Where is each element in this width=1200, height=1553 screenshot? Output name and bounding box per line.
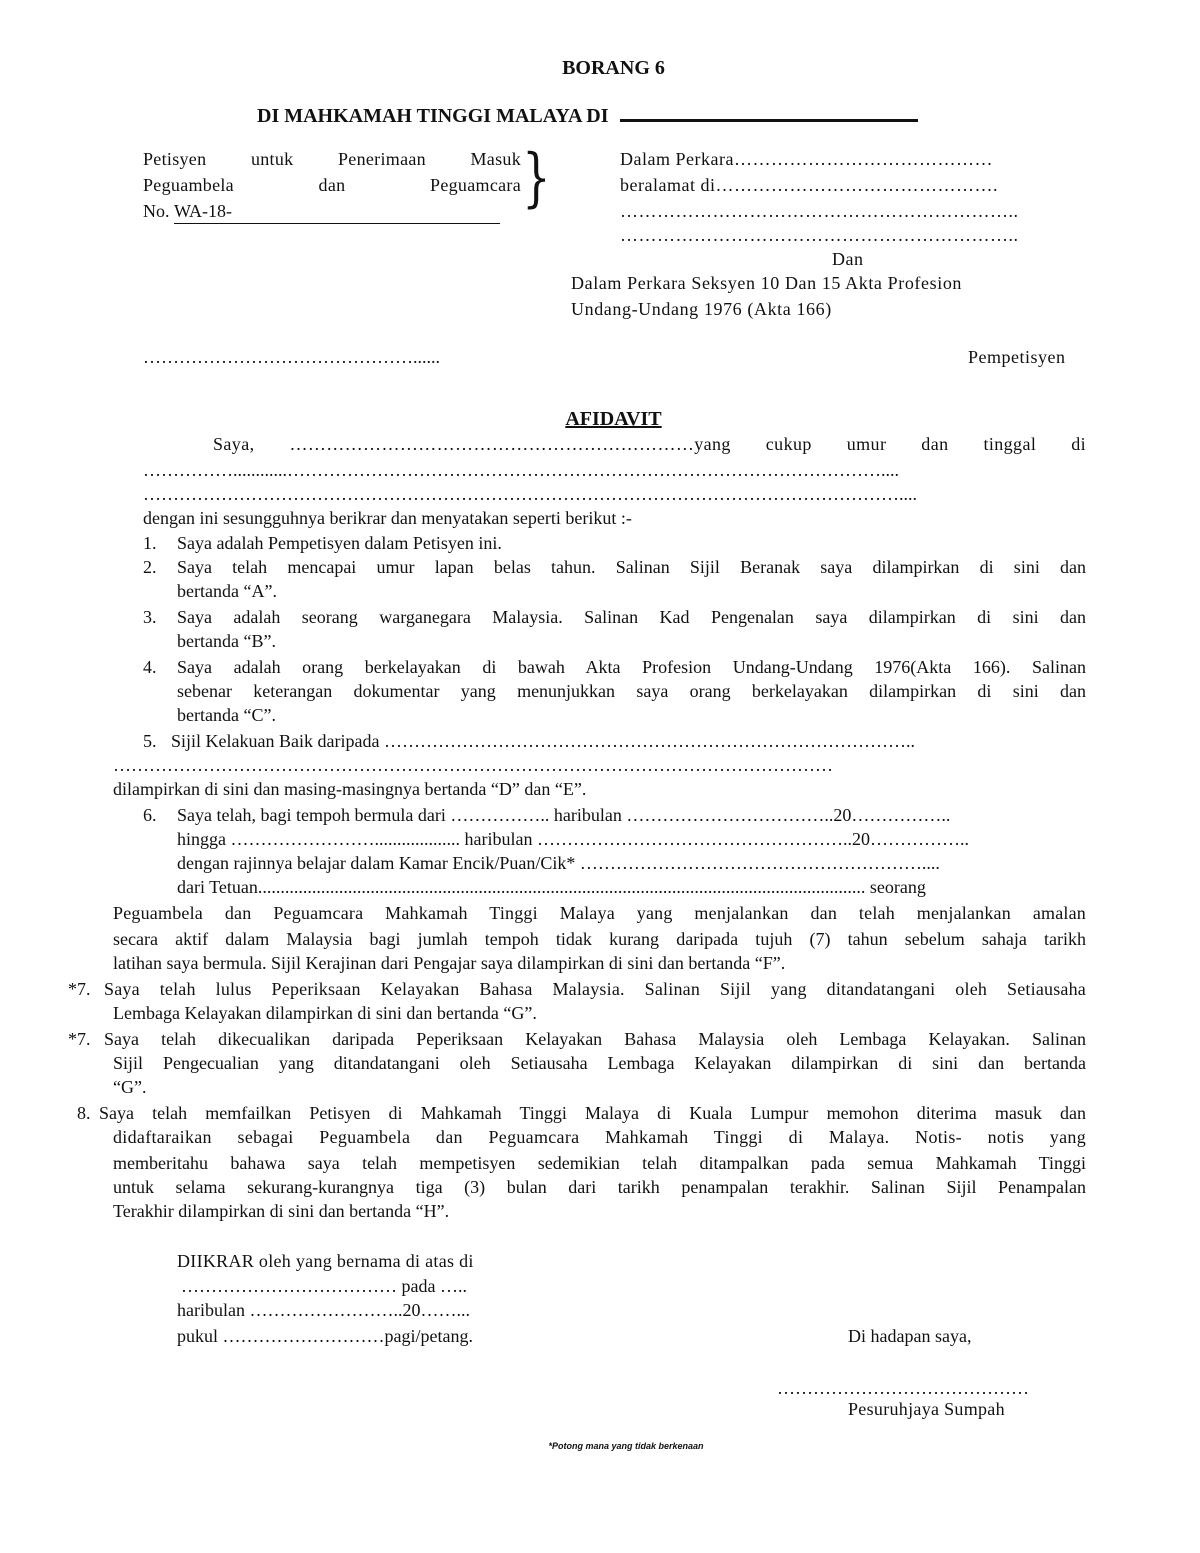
item-6-text-b: hingga ……………………................... haribulan ……………………………………………..20…………….. bbox=[177, 829, 969, 849]
item-4-number: 4. bbox=[143, 657, 157, 677]
item-7b-text-2: Sijil Pengecualian yang ditandatangani oleh Setiausaha Lembaga Kelayakan dilampirkan di sini dan bertanda bbox=[113, 1053, 1086, 1073]
item-4-text-b: sebenar keterangan dokumentar yang menunjukkan saya orang berkelayakan dilampirkan di sini dan bbox=[177, 681, 1086, 701]
item-6-text-g: latihan saya bermula. Sijil Kerajinan dari Pengajar saya dilampirkan di sini dan bertanda “F”. bbox=[113, 953, 786, 973]
petition-number bbox=[143, 199, 500, 224]
petition-number-label: No. bbox=[143, 201, 170, 221]
item-7a-text-2: Lembaga Kelayakan dilampirkan di sini dan bertanda “G”. bbox=[113, 1003, 537, 1023]
item-7b-text-1: Saya telah dikecualikan daripada Peperiksaan Kelayakan Bahasa Malaysia oleh Lembaga Kelayakan. Salinan bbox=[104, 1029, 1086, 1049]
item-7b-text-3: “G”. bbox=[113, 1077, 147, 1097]
item-6-text-d: dari Tetuan....................................................................................................................................... seorang bbox=[177, 877, 926, 897]
commissioner-label: Pesuruhjaya Sumpah bbox=[848, 1399, 1005, 1419]
court-heading bbox=[257, 104, 918, 128]
item-2-text-b: bertanda “A”. bbox=[177, 581, 277, 601]
item-7a-number: *7. bbox=[68, 979, 91, 999]
petitioner-dots: ………………………………………...... bbox=[143, 347, 440, 367]
item-1-text: Saya adalah Pempetisyen dalam Petisyen ini. bbox=[177, 533, 502, 553]
form-number: BORANG 6 bbox=[562, 57, 665, 79]
item-7b-number: *7. bbox=[68, 1029, 91, 1049]
attestation-line-4: pukul ………………………pagi/petang. bbox=[177, 1326, 473, 1346]
item-6-text-c: dengan rajinnya belajar dalam Kamar Encik/Puan/Cik* ………………………………………………….... bbox=[177, 853, 940, 873]
commissioner-signature-dots: …………………………………… bbox=[777, 1378, 1029, 1398]
item-5-number: 5. bbox=[143, 731, 157, 751]
affidavit-declaration: dengan ini sesungguhnya berikrar dan menyatakan seperti berikut :- bbox=[143, 508, 632, 528]
affidavit-address-dots-2: ……………………………………………………………………………………………………………….... bbox=[143, 484, 917, 504]
item-3-number: 3. bbox=[143, 607, 157, 627]
curly-brace-icon: } bbox=[522, 141, 551, 215]
court-location-blank bbox=[620, 105, 918, 122]
matter-line-5: Dalam Perkara Seksyen 10 Dan 15 Akta Profesion bbox=[571, 273, 963, 293]
affidavit-saya-line: Saya, …………………………………………………………yang cukup umur dan tinggal di bbox=[213, 434, 1086, 454]
petition-number-value: WA-18- bbox=[174, 201, 232, 221]
item-5-text-b: ………………………………………………………………………………………………………… bbox=[113, 755, 833, 775]
item-5-text-c: dilampirkan di sini dan masing-masingnya bertanda “D” dan “E”. bbox=[113, 779, 587, 799]
matter-line-1: Dalam Perkara…………………………………… bbox=[620, 149, 993, 169]
petition-line-1: Petisyen untuk Penerimaan Masuk bbox=[143, 149, 521, 169]
item-6-text-f: secara aktif dalam Malaysia bagi jumlah tempoh tidak kurang daripada tujuh (7) tahun sebelum sahaja tarikh bbox=[113, 929, 1086, 949]
item-4-text-a: Saya adalah orang berkelayakan di bawah Akta Profesion Undang-Undang 1976(Akta 166). Salinan bbox=[177, 657, 1086, 677]
item-8-text-b: didaftaraikan sebagai Peguambela dan Peguamcara Mahkamah Tinggi di Malaya. Notis- notis yang bbox=[113, 1127, 1086, 1147]
item-8-text-e: Terakhir dilampirkan di sini dan bertanda “H”. bbox=[113, 1201, 450, 1221]
matter-line-4: ……………………………………………………….. bbox=[620, 225, 1019, 245]
item-8-text-d: untuk selama sekurang-kurangnya tiga (3) bulan dari tarikh penampalan terakhir. Salinan Sijil Penampalan bbox=[113, 1177, 1086, 1197]
item-3-text-b: bertanda “B”. bbox=[177, 631, 276, 651]
item-8-number: 8. bbox=[77, 1103, 91, 1123]
item-2-text-a: Saya telah mencapai umur lapan belas tahun. Salinan Sijil Beranak saya dilampirkan di sini dan bbox=[177, 557, 1086, 577]
item-4-text-c: bertanda “C”. bbox=[177, 705, 276, 725]
item-5-text-a: Sijil Kelakuan Baik daripada …………………………………………………………………………….. bbox=[171, 731, 915, 751]
before-me-label: Di hadapan saya, bbox=[848, 1326, 972, 1346]
court-heading-text: DI MAHKAMAH TINGGI MALAYA DI bbox=[257, 105, 609, 127]
attestation-line-3: haribulan ……………………..20……... bbox=[177, 1300, 470, 1320]
attestation-line-2: ……………………………… pada ….. bbox=[181, 1276, 467, 1296]
affidavit-title: AFIDAVIT bbox=[565, 408, 662, 430]
item-7a-text-1: Saya telah lulus Peperiksaan Kelayakan Bahasa Malaysia. Salinan Sijil yang ditandatangani oleh Setiausaha bbox=[104, 979, 1086, 999]
item-8-text-a: Saya telah memfailkan Petisyen di Mahkamah Tinggi Malaya di Kuala Lumpur memohon diterima masuk dan bbox=[99, 1103, 1086, 1123]
footnote: *Potong mana yang tidak berkenaan bbox=[548, 1441, 704, 1451]
attestation-line-1: DIIKRAR oleh yang bernama di atas di bbox=[177, 1251, 474, 1271]
item-6-number: 6. bbox=[143, 805, 157, 825]
petition-number-field bbox=[174, 199, 500, 224]
matter-line-2: beralamat di………………………………………. bbox=[620, 175, 998, 195]
petitioner-label: Pempetisyen bbox=[968, 347, 1066, 367]
item-6-text-e: Peguambela dan Peguamcara Mahkamah Tinggi Malaya yang menjalankan dan telah menjalankan amalan bbox=[113, 903, 1086, 923]
item-8-text-c: memberitahu bahawa saya telah mempetisyen sedemikian telah ditampalkan pada semua Mahkamah Tinggi bbox=[113, 1153, 1086, 1173]
item-6-text-a: Saya telah, bagi tempoh bermula dari …………….. haribulan ……………………………..20…………….. bbox=[177, 805, 951, 825]
affidavit-address-dots-1: ……………............……………………………………………………………………………………….... bbox=[143, 460, 899, 480]
matter-dan: Dan bbox=[832, 249, 864, 269]
item-3-text-a: Saya adalah seorang warganegara Malaysia. Salinan Kad Pengenalan saya dilampirkan di sini dan bbox=[177, 607, 1086, 627]
matter-line-6: Undang-Undang 1976 (Akta 166) bbox=[571, 299, 832, 319]
matter-line-3: ……………………………………………………….. bbox=[620, 201, 1019, 221]
item-2-number: 2. bbox=[143, 557, 157, 577]
petition-line-2: Peguambela dan Peguamcara bbox=[143, 175, 521, 195]
item-1-number: 1. bbox=[143, 533, 157, 553]
